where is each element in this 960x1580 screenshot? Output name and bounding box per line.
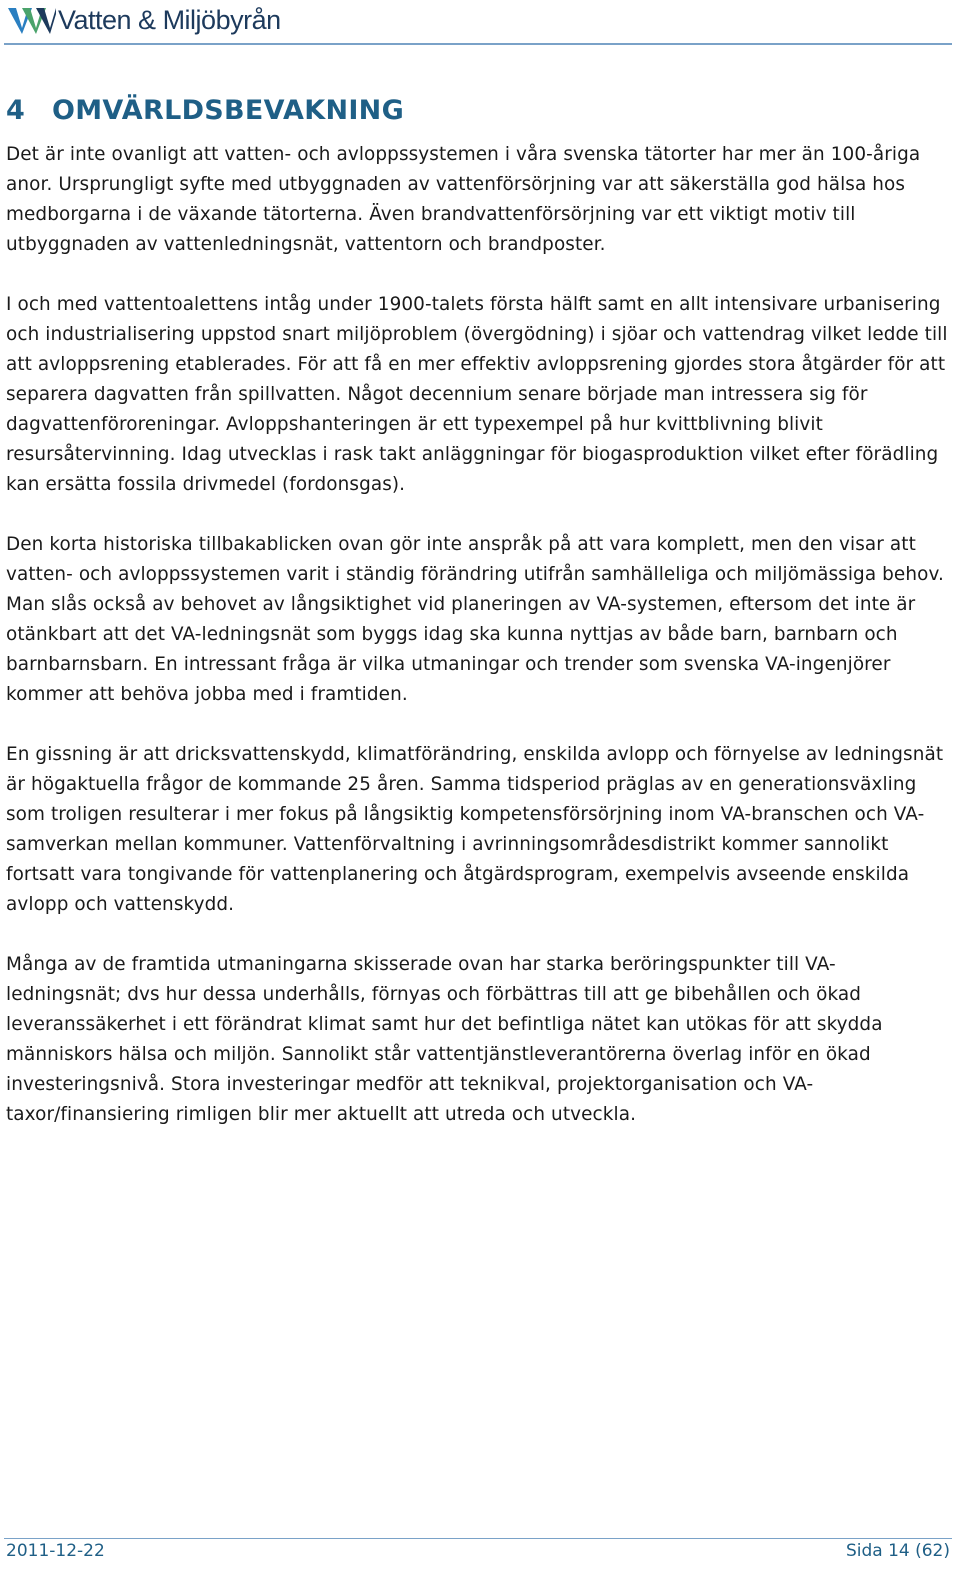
logo-text: Vatten & Miljöbyrån	[58, 4, 281, 35]
footer-page-number: Sida 14 (62)	[845, 1541, 950, 1561]
paragraph-5: Många av de framtida utmaningarna skisserade ovan har starka beröringspunkter till VA-ledningsnät; dvs hur dessa underhålls, förnyas och förbättras till att ge bibehållen och ökad leveranssäkerhet i ett förändrat klimat samt hur det befintliga nätet kan utökas för att skydda människors hälsa och miljön. Sannolikt står vattentjänstleverantörerna överlag inför en ökad investeringsnivå. Stora investeringar medför att teknikval, projektorganisation och VA-taxor/finansiering rimligen blir mer aktuellt att utreda och utveckla.	[6, 954, 883, 1125]
footer-divider	[4, 1538, 952, 1539]
footer-date: 2011-12-22	[6, 1541, 105, 1561]
paragraph-3: Den korta historiska tillbakablicken ovan gör inte anspråk på att vara komplett, men den visar att vatten- och avloppssystemen varit i ständig förändring utifrån samhälleliga och miljömässiga behov. Man slås också av behovet av långsiktighet vid planeringen av VA-systemen, eftersom det inte är otänkbart att det VA-ledningsnät som byggs idag ska kunna nyttjas av både barn, barnbarn och barnbarnsbarn. En intressant fråga är vilka utmaningar och trender som svenska VA-ingenjörer kommer att behöva jobba med i framtiden.	[6, 534, 944, 705]
paragraph-2: I och med vattentoalettens intåg under 1900-talets första hälft samt en allt intensivare urbanisering och industrialisering uppstod snart miljöproblem (övergödning) i sjöar och vattendrag vilket ledde till att avloppsrening etablerades. För att få en mer effektiv avloppsrening gjordes stora åtgärder för att separera dagvatten från spillvatten. Något decennium senare började man intressera sig för dagvattenföroreningar. Avloppshanteringen är ett typexempel på hur kvittblivning blivit resursåtervinning. Idag utvecklas i rask takt anläggningar för biogasproduktion vilket efter förädling kan ersätta fossila drivmedel (fordonsgas).	[6, 294, 948, 495]
header-divider	[4, 43, 952, 45]
paragraph-4: En gissning är att dricksvattenskydd, klimatförändring, enskilda avlopp och förnyelse av ledningsnät är högaktuella frågor de kommande 25 åren. Samma tidsperiod präglas av en generationsväxling som troligen resulterar i mer fokus på långsiktig kompetensförsörjning inom VA-branschen och VA-samverkan mellan kommuner. Vattenförvaltning i avrinningsområdesdistrikt kommer sannolikt fortsatt vara tongivande för vattenplanering och åtgärdsprogram, exempelvis avseende enskilda avlopp och vattenskydd.	[6, 744, 944, 915]
paragraph-1: Det är inte ovanligt att vatten- och avloppssystemen i våra svenska tätorter har mer än 100-åriga anor. Ursprungligt syfte med utbyggnaden av vattenförsörjning var att säkerställa god hälsa hos medborgarna i de växande tätorterna. Även brandvattenförsörjning var ett viktigt motiv till utbyggnaden av vattenledningsnät, vattentorn och brandposter.	[6, 144, 921, 255]
section-title: OMVÄRLDSBEVAKNING	[52, 95, 405, 126]
header	[8, 2, 281, 38]
section-heading	[6, 90, 948, 132]
section-number: 4	[6, 95, 26, 126]
logo-mark-icon	[8, 6, 56, 34]
document-body	[6, 90, 948, 1160]
